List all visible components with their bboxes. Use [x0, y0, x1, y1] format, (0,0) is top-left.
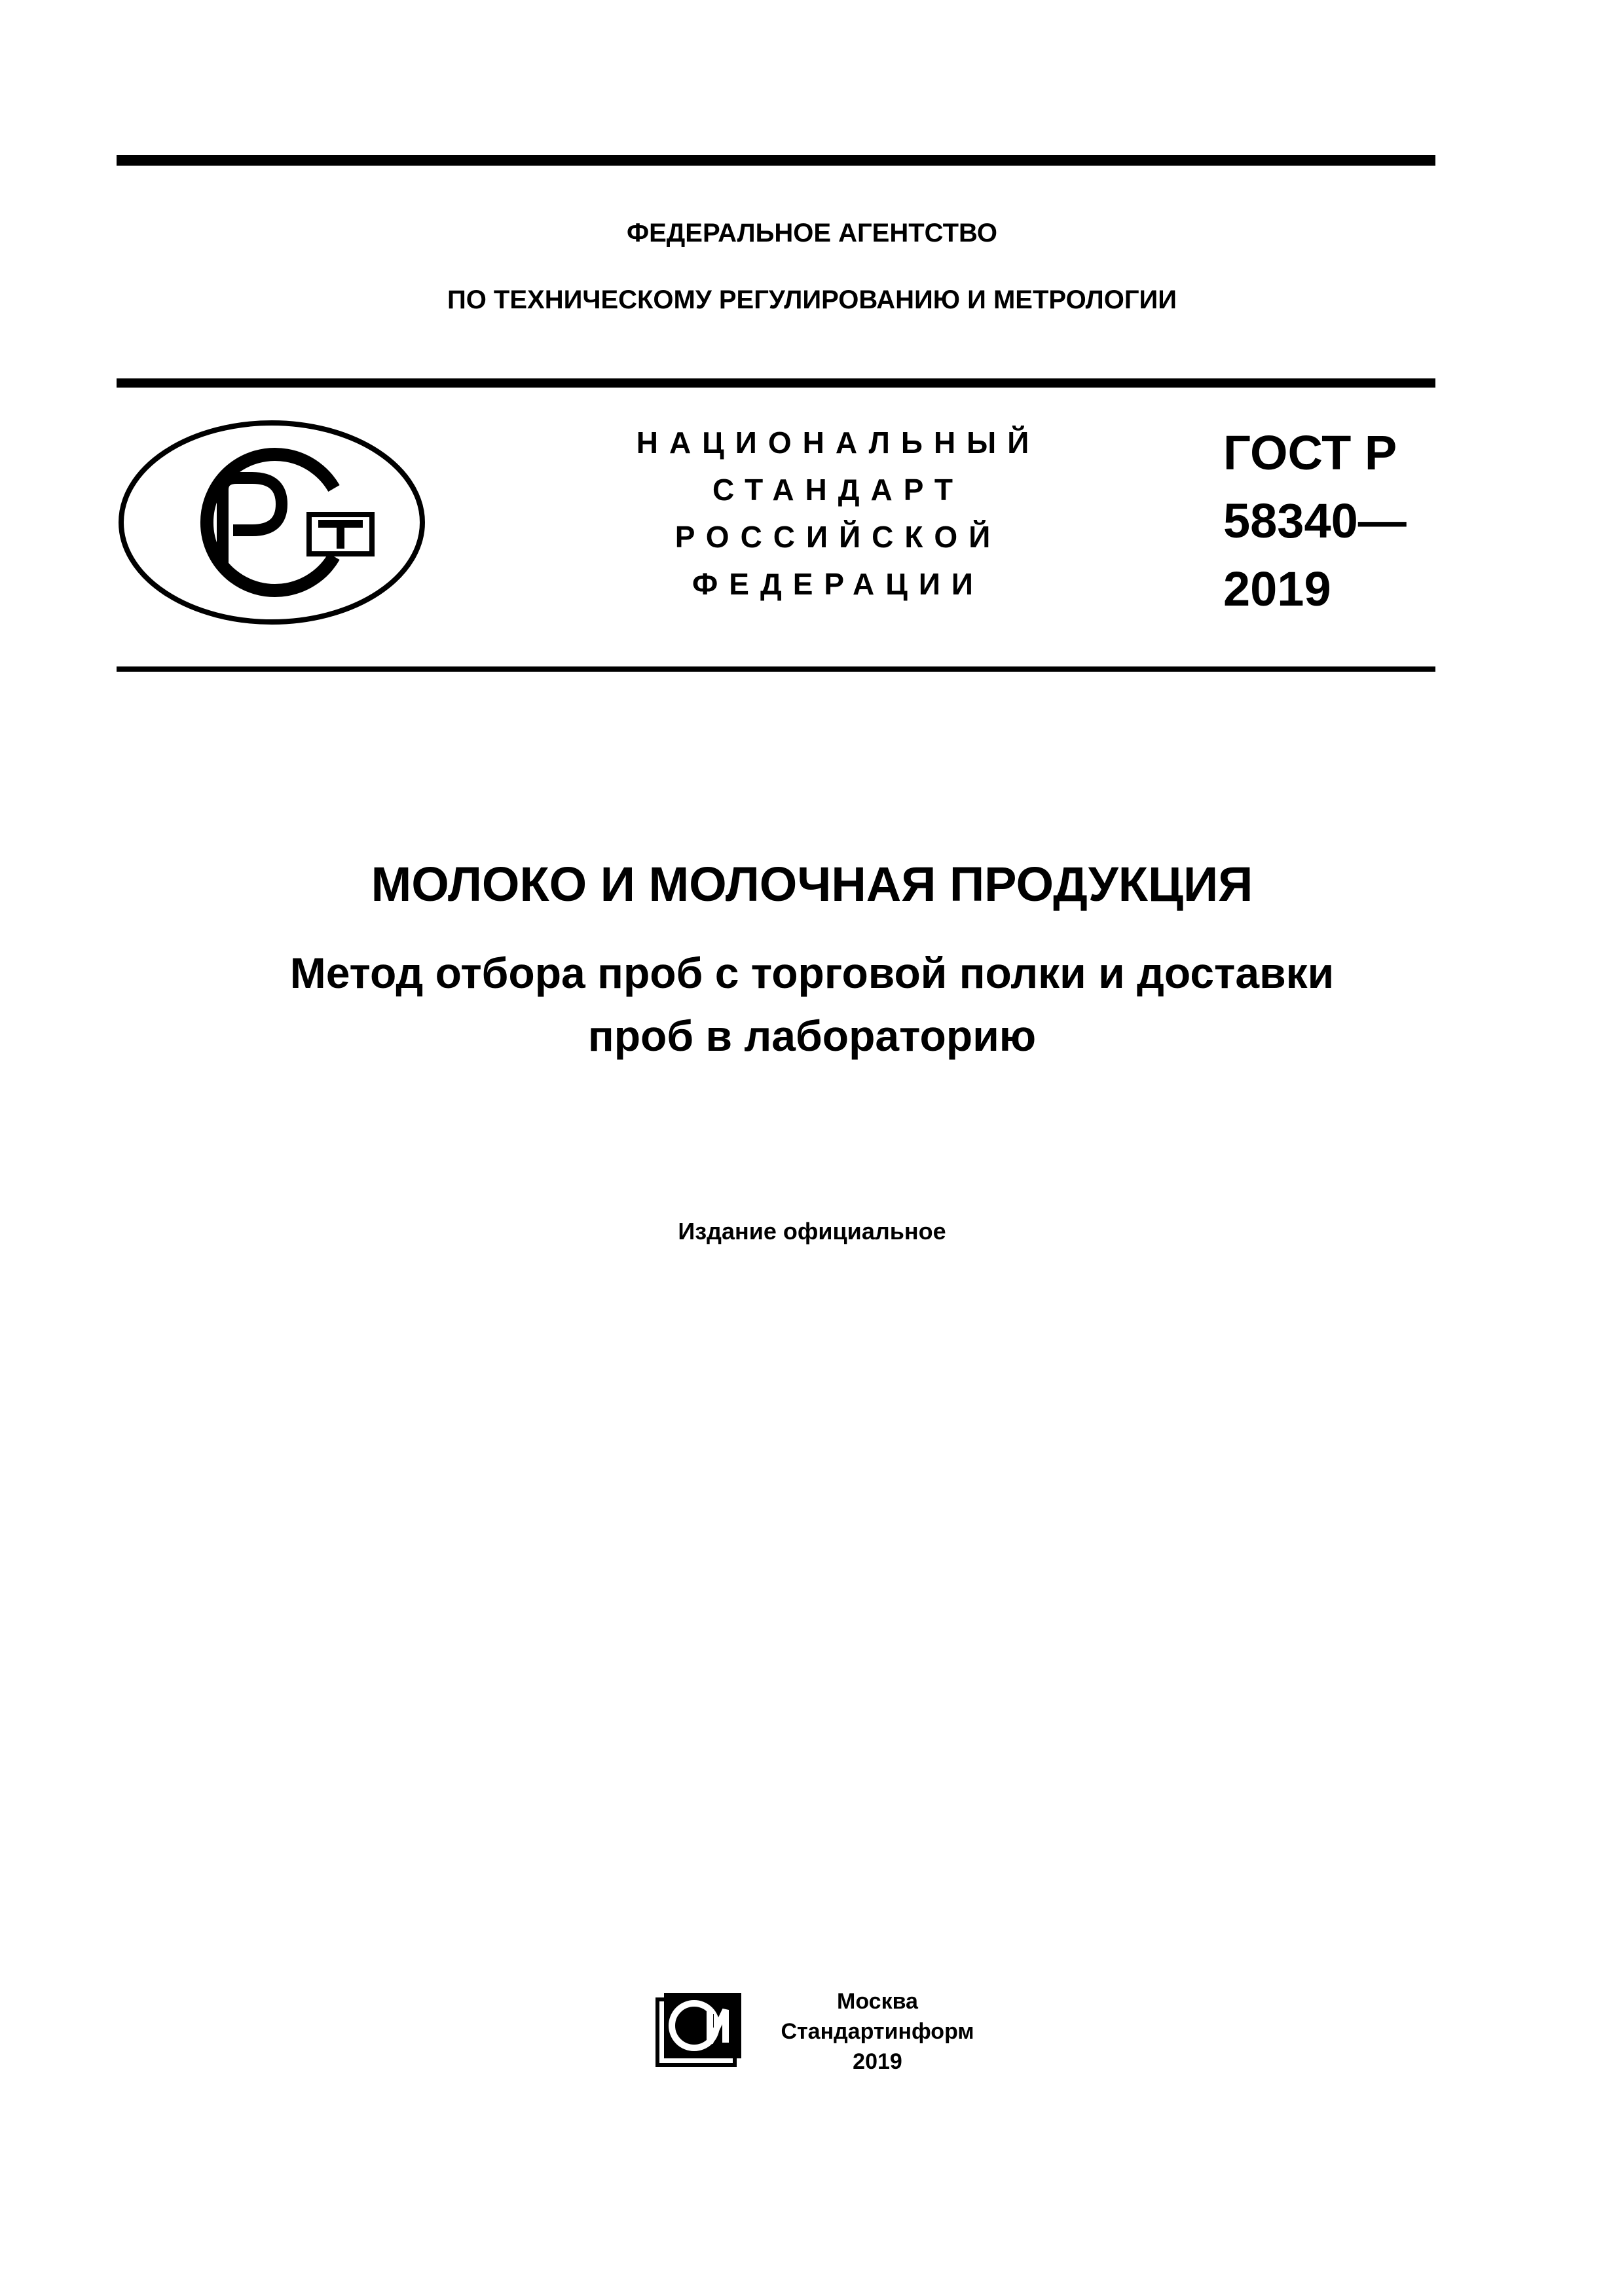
middle-rule: [117, 378, 1435, 388]
standard-type: [589, 419, 1087, 608]
document-title: МОЛОКО И МОЛОЧНАЯ ПРОДУКЦИЯ: [371, 857, 1253, 911]
publisher-name: Стандартинформ: [781, 2019, 974, 2044]
standartinform-logo: [655, 1990, 753, 2069]
designation-line: 2019: [1223, 562, 1331, 616]
standard-type-line: СТАНДАРТ: [712, 473, 964, 507]
bottom-rule: [117, 666, 1435, 672]
edition-label: Издание официальное: [678, 1218, 946, 1245]
standard-type-line: НАЦИОНАЛЬНЫЙ: [636, 426, 1041, 460]
publisher-year: 2019: [853, 2049, 902, 2074]
standard-type-line: ФЕДЕРАЦИИ: [692, 567, 984, 601]
agency-name-line1: ФЕДЕРАЛЬНОЕ АГЕНТСТВО: [626, 219, 998, 247]
subtitle-line: проб в лабораторию: [587, 1011, 1037, 1060]
document-subtitle: [0, 941, 1624, 1067]
standard-designation: [1223, 419, 1433, 623]
top-rule: [117, 155, 1435, 166]
designation-line: ГОСТ Р: [1223, 426, 1397, 480]
standard-type-line: РОССИЙСКОЙ: [674, 520, 1002, 554]
rst-mark-logo: [118, 418, 426, 627]
subtitle-line: Метод отбора проб с торговой полки и доставки: [289, 949, 1335, 997]
agency-name-line2: ПО ТЕХНИЧЕСКОМУ РЕГУЛИРОВАНИЮ И МЕТРОЛОГИИ: [447, 285, 1177, 314]
designation-line: 58340—: [1223, 494, 1407, 548]
publisher-info: [766, 1986, 989, 2077]
publisher-city: Москва: [837, 1989, 918, 2014]
